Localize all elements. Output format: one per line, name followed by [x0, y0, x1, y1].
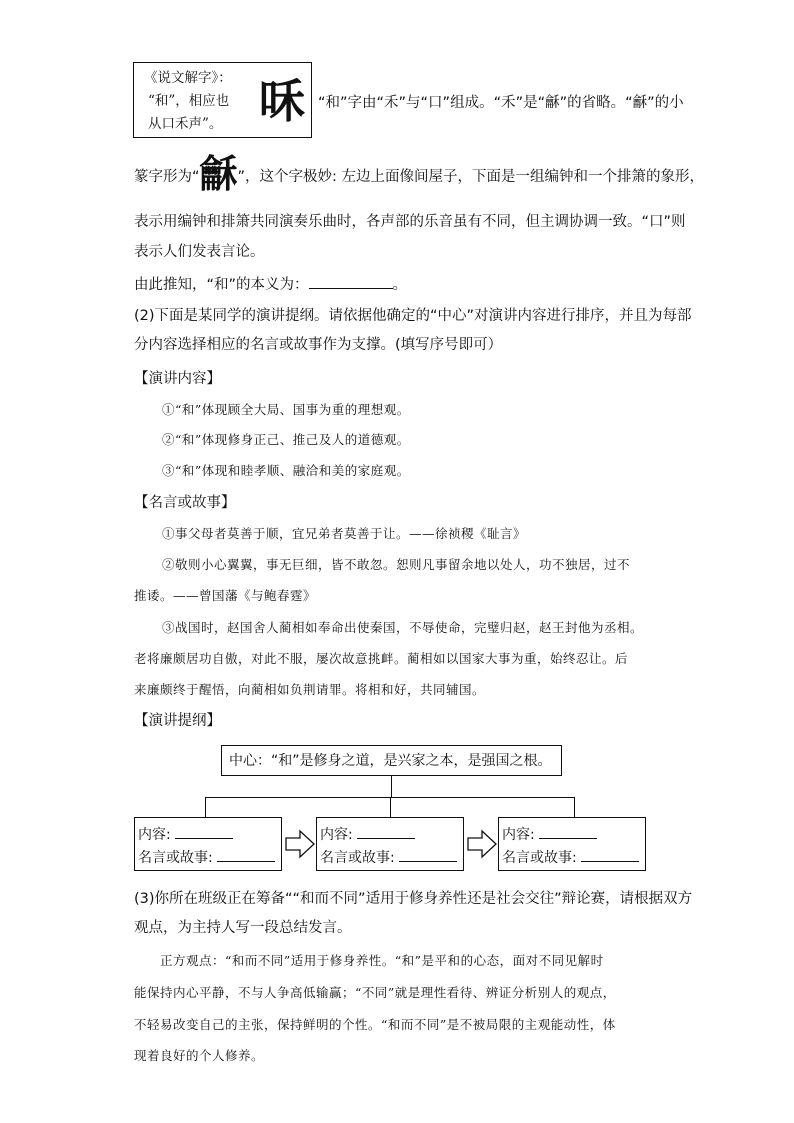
- quote-2-line-2: 推诿。——曾国藩《与鲍春霆》: [134, 588, 317, 603]
- question-suffix: 。: [392, 277, 408, 293]
- seal-script-he-full-image: 龢: [199, 151, 238, 196]
- line2-suffix: ”，这个字极妙: 左边上面像间屋子，下面是一组编钟和一个排箫的象形，: [237, 169, 705, 185]
- answer-blank[interactable]: [309, 275, 393, 289]
- speech-item-3: ③“和”体现和睦孝顺、融洽和美的家庭观。: [162, 463, 410, 478]
- q2-prompt-line-2: 分内容选择相应的名言或故事作为支撑。(填写序号即可）: [134, 337, 503, 353]
- connector-middle: [390, 797, 391, 817]
- etymology-line-3: 表示用编钟和排箫共同演奏乐曲时，各声部的乐音虽有不同，但主调协调一致。“口”则: [134, 214, 686, 230]
- quote-3-line-2: 老将廉颇居功自傲，对此不服，屡次故意挑衅。蔺相如以国家大事为重，始终忍让。后: [134, 651, 629, 666]
- etymology-line-1: “和”字由“禾”与“口”组成。“禾”是“龢”的省略。“龢”的小: [318, 95, 684, 111]
- etymology-question: [134, 275, 407, 295]
- quote-3-line-1: ③战国时，赵国舍人蔺相如奉命出使秦国，不辱使命，完璧归赵，赵王封他为丞相。: [162, 620, 644, 635]
- seal-script-he-image: 咊: [259, 74, 305, 128]
- pro-view-line-4: 现着良好的个人修养。: [134, 1048, 265, 1063]
- q2-prompt-line-1: (2)下面是某同学的演讲提纲。请依据他确定的“中心”对演讲内容进行排序，并且为每部: [134, 308, 692, 324]
- speech-item-1: ①“和”体现顾全大局、国事为重的理想观。: [162, 402, 410, 417]
- pro-view-line-1: 正方观点：“和而不同”适用于修身养性。“和”是平和的心态，面对不同见解时: [160, 953, 604, 968]
- quote-3-line-3: 来廉颇终于醒悟，向蔺相如负荆请罪。将相和好，共同辅国。: [134, 682, 486, 697]
- right-arrow-icon: [285, 829, 315, 859]
- etymology-line-4: 表示人们发表言论。: [134, 244, 265, 260]
- quote-blank-2[interactable]: [399, 848, 457, 862]
- connector-vertical: [391, 776, 392, 798]
- etymology-citation-box: [133, 62, 312, 138]
- citation-source: 《说文解字》：: [144, 70, 232, 86]
- connector-right: [574, 797, 575, 817]
- content-label-1: 内容:: [138, 827, 171, 843]
- quote-label-1: 名言或故事:: [138, 850, 213, 866]
- etymology-line-2: [134, 151, 705, 196]
- outline-center-box: [221, 745, 562, 776]
- connector-left: [205, 797, 206, 817]
- speech-content-header: 【演讲内容】: [134, 371, 221, 387]
- quote-label-3: 名言或故事:: [502, 850, 577, 866]
- quote-blank-3[interactable]: [581, 848, 639, 862]
- right-arrow-icon: [467, 829, 497, 859]
- citation-line-1: “和”，相应也: [148, 93, 230, 109]
- quote-blank-1[interactable]: [217, 848, 275, 862]
- pro-view-line-3: 不轻易改变自己的主张，保持鲜明的个性。“和而不同”是不被局限的主观能动性，体: [134, 1017, 616, 1032]
- line2-prefix: 篆字形为“: [134, 169, 200, 185]
- quote-label-2: 名言或故事:: [320, 850, 395, 866]
- content-blank-1[interactable]: [175, 825, 233, 839]
- content-blank-3[interactable]: [539, 825, 597, 839]
- pro-view-line-2: 能保持内心平静，不与人争高低输赢；“不同”就是理性看待、辨证分析别人的观点，: [134, 985, 616, 1000]
- quote-1: ①事父母者莫善于顺，宜兄弟者莫善于让。——徐祯稷《耻言》: [162, 526, 527, 541]
- content-label-3: 内容:: [502, 827, 535, 843]
- q3-prompt-line-2: 观点，为主持人写一段总结发言。: [134, 920, 352, 936]
- outline-center-text: 中心：“和”是修身之道，是兴家之本，是强国之根。: [229, 753, 552, 769]
- outline-part-3-box: [498, 817, 646, 871]
- outline-part-1-box: [134, 817, 282, 871]
- content-blank-2[interactable]: [357, 825, 415, 839]
- question-prefix: 由此推知，“和”的本义为：: [134, 277, 309, 293]
- speech-item-2: ②“和”体现修身正己、推己及人的道德观。: [162, 432, 410, 447]
- content-label-2: 内容:: [320, 827, 353, 843]
- outline-part-2-box: [316, 817, 464, 871]
- q3-prompt-line-1: (3)你所在班级正在筹备““和而不同”适用于修身养性还是社会交往”辩论赛，请根据双方: [134, 891, 693, 907]
- quote-2-line-1: ②敬则小心翼翼，事无巨细，皆不敢忽。恕则凡事留余地以处人，功不独居，过不: [162, 557, 631, 572]
- outline-header: 【演讲提纲】: [134, 713, 221, 729]
- citation-line-2: 从口禾声”。: [148, 116, 223, 132]
- quotes-header: 【名言或故事】: [134, 495, 236, 511]
